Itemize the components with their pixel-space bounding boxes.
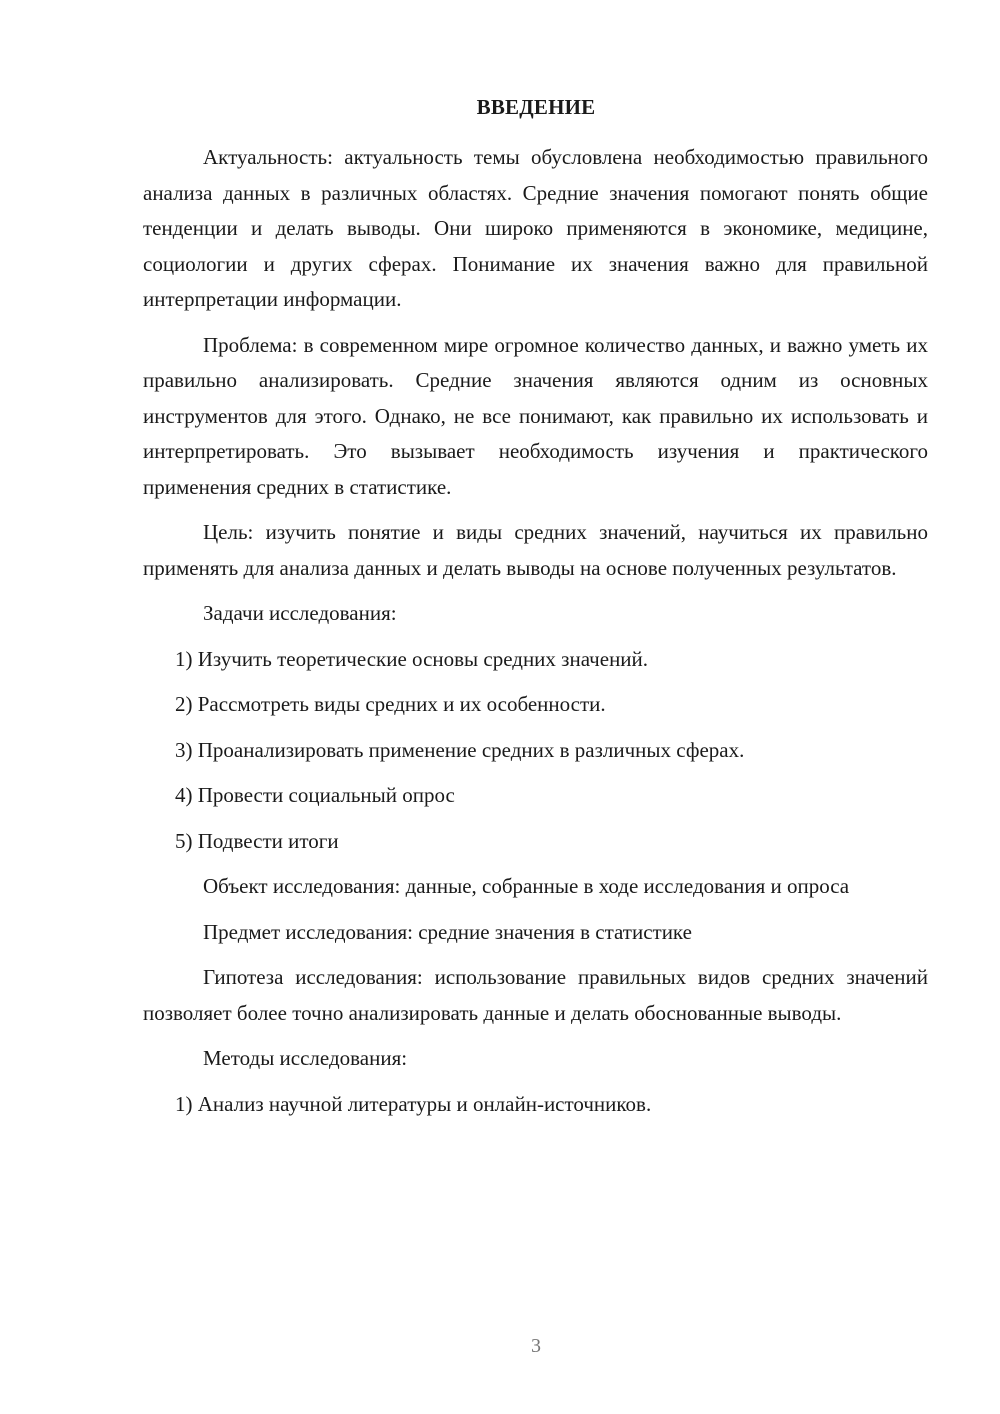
methods-heading: Методы исследования: xyxy=(203,1046,408,1070)
goal-paragraph: Цель: изучить понятие и виды средних значений, научиться их правильно применять для анализа данных и делать выводы на основе полученных результатов. xyxy=(143,520,928,580)
hypothesis-paragraph: Гипотеза исследования: использование правильных видов средних значений позволяет более точно анализировать данные и делать обоснованные выводы. xyxy=(143,965,928,1025)
page-number: 3 xyxy=(531,1335,541,1357)
task-item: 5) Подвести итоги xyxy=(175,828,339,853)
object-paragraph: Объект исследования: данные, собранные в ходе исследования и опроса xyxy=(203,874,850,898)
task-item: 4) Провести социальный опрос xyxy=(175,783,455,807)
method-item: 1) Анализ научной литературы и онлайн-источников. xyxy=(175,1091,652,1116)
tasks-heading: Задачи исследования: xyxy=(203,601,397,625)
subject-paragraph: Предмет исследования: средние значения в статистике xyxy=(203,919,692,944)
problem-paragraph: Проблема: в современном мире огромное количество данных, и важно уметь их правильно анализировать. Средние значения являются одним из основных инструментов для этого. Однако, не все понимают, как правильно их использовать и интерпретировать. Это вызывает необходимость изучения и практического применения средних в статистике. xyxy=(143,332,928,499)
task-item: 1) Изучить теоретические основы средних значений. xyxy=(175,646,649,671)
task-item: 2) Рассмотреть виды средних и их особенности. xyxy=(175,692,606,716)
relevance-paragraph: Актуальность: актуальность темы обусловлена необходимостью правильного анализа данных в различных областях. Средние значения помогают понять общие тенденции и делать выводы. Они широко применяются в экономике, медицине, социологии и других сферах. Понимание их значения важно для правильной интерпретации информации. xyxy=(143,145,928,311)
task-item: 3) Проанализировать применение средних в различных сферах. xyxy=(175,737,745,762)
page-title: ВВЕДЕНИЕ xyxy=(476,95,596,119)
document-body xyxy=(143,140,928,1132)
